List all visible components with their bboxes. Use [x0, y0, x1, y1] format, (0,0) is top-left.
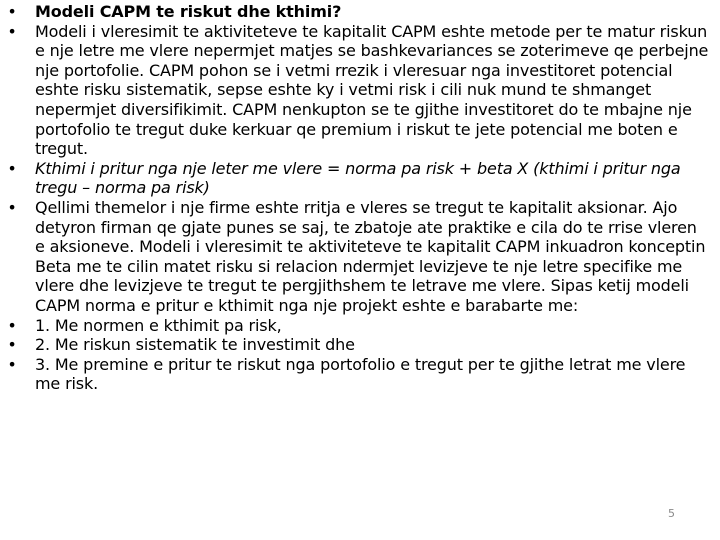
bullet-icon: • [7, 158, 17, 178]
bullet-item-formula [6, 159, 710, 198]
bullet-icon: • [7, 354, 17, 374]
bullet-item-objective [6, 198, 710, 316]
page-number: 5 [668, 507, 675, 520]
bullet-item-point-2 [6, 335, 710, 355]
bullet-icon: • [7, 21, 17, 41]
bullet-item-capm-definition [6, 22, 710, 159]
bullet-item-title [6, 2, 710, 22]
bullet-icon: • [7, 335, 17, 355]
bullet-text: Qellimi themelor i nje firme eshte rritja e vleres se tregut te kapitalit aksionar. Ajo detyron firman qe gjate punes se saj, te zbatoje ate praktike e cila do te rrise vleren e aksioneve. Modeli i vleresimit te aktiviteteve te kapitalit CAPM inkuadron konceptin Beta me te cilin matet risku si relacion ndermjet levizjeve te nje letre specifike me vlere dhe levizjeve te tregut te pergjithshem te letrave me vlere. Sipas ketij modeli CAPM norma e pritur e kthimit nga nje projekt eshte e barabarte me: [35, 197, 706, 315]
bullet-text: Kthimi i pritur nga nje leter me vlere = norma pa risk + beta X (kthimi i pritur nga tregu – norma pa risk) [35, 158, 681, 198]
bullet-item-point-1 [6, 316, 710, 336]
bullet-list [6, 2, 710, 394]
bullet-text: 1. Me normen e kthimit pa risk, [35, 315, 282, 335]
bullet-text: 2. Me riskun sistematik te investimit dhe [35, 335, 355, 355]
bullet-icon: • [7, 315, 17, 335]
bullet-item-point-3 [6, 355, 710, 394]
bullet-icon: • [7, 2, 17, 21]
bullet-text: Modeli CAPM te riskut dhe kthimi? [35, 2, 342, 21]
bullet-icon: • [7, 197, 17, 217]
bullet-text: Modeli i vleresimit te aktiviteteve te kapitalit CAPM eshte metode per te matur riskun e nje letre me vlere nepermjet matjes se bashkevariances se zoterimeve qe perbejne nje portofolie. CAPM pohon se i vetmi rrezik i vleresuar nga investitoret potencial eshte risku sistematik, sepse eshte ky i vetmi risk i cili nuk mund te shmanget nepermjet diversifikimit. CAPM nenkupton se te gjithe investitoret do te mbajne nje portofolio te tregut duke kerkuar qe premium i riskut te jete potencial me boten e tregut. [35, 21, 709, 159]
bullet-text: 3. Me premine e pritur te riskut nga portofolio e tregut per te gjithe letrat me vlere me risk. [35, 354, 686, 394]
